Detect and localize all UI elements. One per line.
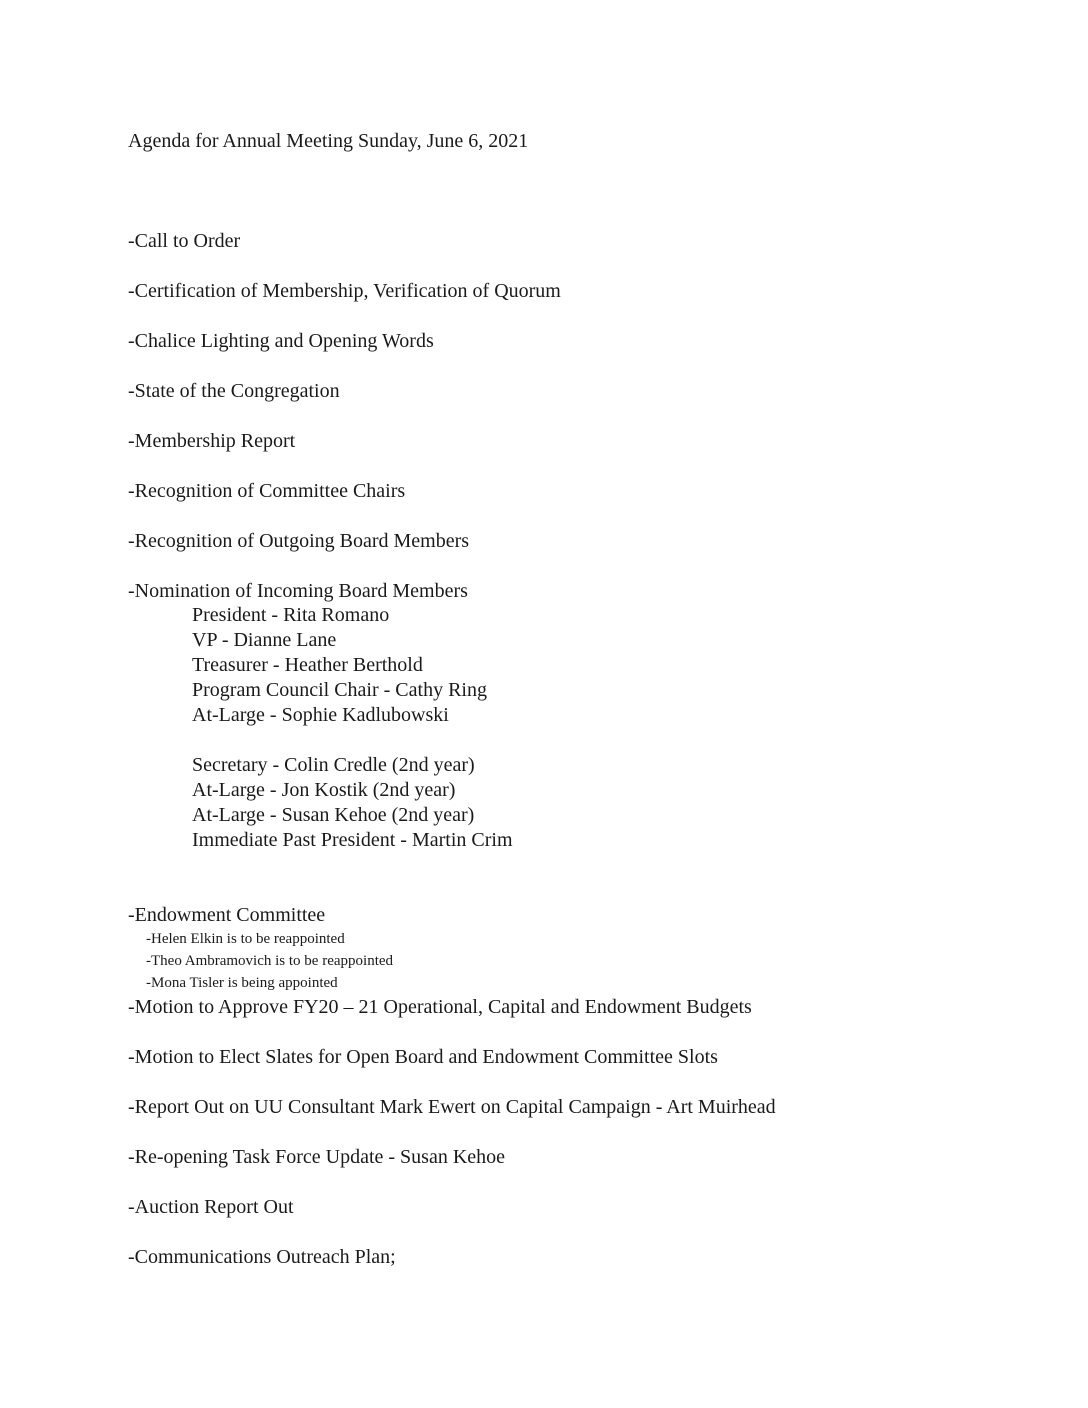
agenda-item-outgoing-board: -Recognition of Outgoing Board Members	[128, 530, 470, 552]
nominee-president: President - Rita Romano	[192, 604, 390, 626]
continuing-at-large-kehoe: At-Large - Susan Kehoe (2nd year)	[192, 804, 475, 826]
agenda-item-communications-plan: -Communications Outreach Plan;	[128, 1246, 396, 1268]
nominee-vp: VP - Dianne Lane	[192, 629, 337, 651]
agenda-item-elect-slates: -Motion to Elect Slates for Open Board and Endowment Committee Slots	[128, 1046, 718, 1068]
continuing-at-large-kostik: At-Large - Jon Kostik (2nd year)	[192, 779, 456, 801]
document-title: Agenda for Annual Meeting Sunday, June 6, 2021	[128, 130, 529, 152]
agenda-item-call-to-order: -Call to Order	[128, 230, 241, 252]
nominee-treasurer: Treasurer - Heather Berthold	[192, 654, 423, 676]
agenda-item-approve-budgets: -Motion to Approve FY20 – 21 Operational, Capital and Endowment Budgets	[128, 996, 752, 1018]
agenda-item-capital-campaign: -Report Out on UU Consultant Mark Ewert on Capital Campaign - Art Muirhead	[128, 1096, 776, 1118]
endowment-note-ambramovich: -Theo Ambramovich is to be reappointed	[146, 953, 394, 969]
agenda-item-certification: -Certification of Membership, Verification of Quorum	[128, 280, 561, 302]
continuing-secretary: Secretary - Colin Credle (2nd year)	[192, 754, 475, 776]
nominee-at-large: At-Large - Sophie Kadlubowski	[192, 704, 449, 726]
agenda-item-state-of-congregation: -State of the Congregation	[128, 380, 340, 402]
agenda-item-reopening-task-force: -Re-opening Task Force Update - Susan Kehoe	[128, 1146, 506, 1168]
endowment-note-elkin: -Helen Elkin is to be reappointed	[146, 931, 345, 947]
agenda-item-chalice-lighting: -Chalice Lighting and Opening Words	[128, 330, 434, 352]
nominee-program-council-chair: Program Council Chair - Cathy Ring	[192, 679, 487, 701]
endowment-note-tisler: -Mona Tisler is being appointed	[146, 975, 338, 991]
agenda-item-membership-report: -Membership Report	[128, 430, 296, 452]
agenda-item-committee-chairs: -Recognition of Committee Chairs	[128, 480, 406, 502]
agenda-item-nomination: -Nomination of Incoming Board Members	[128, 580, 468, 602]
continuing-past-president: Immediate Past President - Martin Crim	[192, 829, 513, 851]
agenda-item-auction-report: -Auction Report Out	[128, 1196, 294, 1218]
agenda-item-endowment-committee: -Endowment Committee	[128, 904, 326, 926]
